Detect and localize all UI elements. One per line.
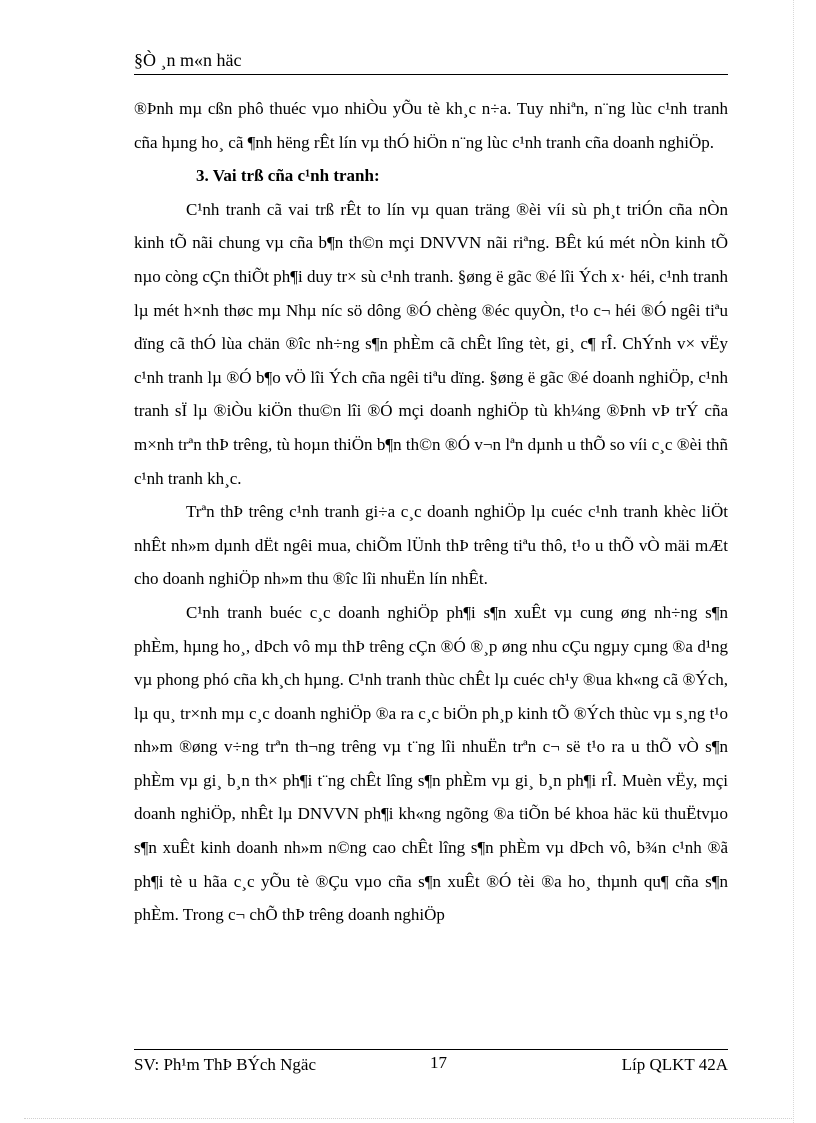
paragraph-1: ®Þnh mµ cßn phô thuéc vµo nhiÒu yÕu tè kh¸c n÷a. Tuy nhiªn, n¨ng lùc c¹nh tranh cña hµng ho¸ cã ¶nh hëng rÊt lín vµ thÓ hiÖn n¨ng lùc c¹nh tranh cña doanh nghiÖp. xyxy=(134,99,728,152)
page-right-edge xyxy=(793,0,794,1123)
header-divider xyxy=(134,74,728,75)
page-bottom-edge xyxy=(24,1118,794,1119)
section-heading: 3. Vai trß cña c¹nh tranh: xyxy=(196,166,380,186)
paragraph-2: C¹nh tranh cã vai trß rÊt to lín vµ quan träng ®èi víi sù ph¸t triÓn cña nÒn kinh tÕ nãi chung vµ cña b¶n th©n mçi DNVVN nãi riªng. BÊt kú mét nÒn kinh tÕ nµo còng cÇn thiÕt ph¶i duy tr× sù c¹nh tranh. §øng ë gãc ®é lîi Ých x· héi, c¹nh tranh lµ mét h×nh thøc mµ Nhµ níc sö dông ®Ó chèng ®éc quyÒn, t¹o c¬ héi ®Ó ngêi tiªu dïng cã thÓ lùa chän ®îc nh÷ng s¶n phÈm cã chÊt lîng tèt, gi¸ c¶ rÎ. ChÝnh v× vËy c¹nh tranh lµ ®Ó b¶o vÖ lîi Ých cña ngêi tiªu dïng. §øng ë gãc ®é doanh nghiÖp, c¹nh tranh sÏ lµ ®iÒu kiÖn thu©n lîi ®Ó mçi doanh nghiÖp tù kh¼ng ®Þnh vÞ trÝ cña m×nh trªn thÞ trêng, tù hoµn thiÖn b¶n th©n ®Ó v¬n lªn dµnh u thÕ so víi c¸c ®èi thñ c¹nh tranh kh¸c. xyxy=(134,199,728,488)
footer-class: Líp QLKT 42A xyxy=(621,1055,728,1074)
footer-divider xyxy=(134,1049,728,1050)
footer-page-number: 17 xyxy=(430,1053,447,1072)
paragraph-4: C¹nh tranh buéc c¸c doanh nghiÖp ph¶i s¶n xuÊt vµ cung øng nh÷ng s¶n phÈm, hµng ho¸, dÞch vô mµ thÞ trêng cÇn ®Ó ®¸p øng nhu cÇu ngµy cµng ®a d¹ng vµ phong phó cña kh¸ch hµng. C¹nh tranh thùc chÊt lµ cuéc ch¹y ®ua kh«ng cã ®Ých, lµ qu¸ tr×nh mµ c¸c doanh nghiÖp ®a ra c¸c biÖn ph¸p kinh tÕ ®Ých thùc vµ s¸ng t¹o nh»m ®øng v÷ng trªn th¬ng trêng vµ t¨ng lîi nhuËn trªn c¬ së t¹o ra u thÕ vÒ s¶n phÈm vµ gi¸ b¸n th× ph¶i t¨ng chÊt lîng s¶n phÈm vµ gi¸ b¸n ph¶i rÎ. Muèn vËy, mçi doanh nghiÖp, nhÊt lµ DNVVN ph¶i kh«ng ngõng ®a tiÕn bé khoa häc kü thuËtvµo s¶n xuÊt kinh doanh nh»m n©ng cao chÊt lîng s¶n phÈm vµ dÞch vô, b¾n c¹nh ®ã ph¶i tè u hãa c¸c yÕu tè ®Çu vµo cña s¶n xuÊt ®Ó tèi ®a ho¸ thµnh qu¶ cña s¶n phÈm. Trong c¬ chÕ thÞ trêng doanh nghiÖp xyxy=(134,602,728,925)
document-body xyxy=(134,92,728,932)
paragraph-3: Trªn thÞ trêng c¹nh tranh gi÷a c¸c doanh nghiÖp lµ cuéc c¹nh tranh khèc liÖt nhÊt nh»m dµnh dËt ngêi mua, chiÕm lÜnh thÞ trêng tiªu thô, t¹o u thÕ vÒ mäi mÆt cho doanh nghiÖp nh»m thu ®îc lîi nhuËn lín nhÊt. xyxy=(134,502,728,589)
footer-student-name: SV: Ph¹m ThÞ BÝch Ngäc xyxy=(134,1055,317,1074)
page-header-title: §Ò ¸n m«n häc xyxy=(134,50,242,70)
